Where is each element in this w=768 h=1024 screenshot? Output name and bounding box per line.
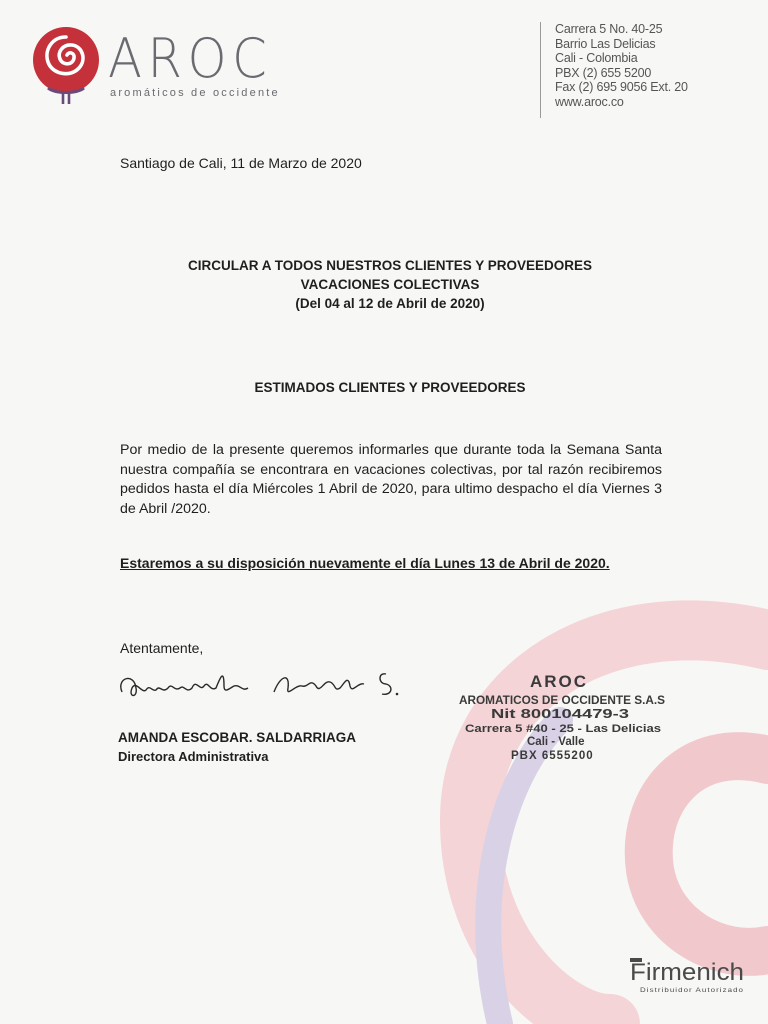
handwritten-signature [112, 658, 412, 710]
company-stamp [455, 672, 670, 764]
swirl-pink-inner [649, 756, 768, 952]
logo-tagline: aromáticos de occidente [110, 87, 280, 99]
company-logo [30, 24, 320, 104]
address-line: Barrio Las Delicias [555, 36, 656, 51]
rose-logo-icon [30, 24, 102, 104]
stamp-line: Nit 800104479-3 [491, 707, 630, 721]
company-address-block [540, 22, 755, 118]
signer-name: AMANDA ESCOBAR. SALDARRIAGA [118, 730, 356, 745]
headline-line: CIRCULAR A TODOS NUESTROS CLIENTES Y PROVEEDORES [187, 258, 593, 273]
signer-title: Directora Administrativa [118, 749, 269, 764]
logo-wordmark: AROC [108, 27, 273, 90]
circular-headline [120, 256, 660, 313]
firmenich-wordmark: Firmenich [630, 959, 744, 986]
letter-date: Santiago de Cali, 11 de Marzo de 2020 [120, 155, 362, 171]
stamp-line: Carrera 5 #40 - 25 - Las Delicias [465, 723, 661, 735]
firmenich-subtitle: Distribuidor Autorizado [640, 988, 744, 994]
letter-closing: Atentamente, [120, 640, 204, 656]
availability-notice: Estaremos a su disposición nuevamente el día Lunes 13 de Abril de 2020. [120, 555, 610, 571]
stamp-line: Cali - Valle [527, 736, 585, 748]
firmenich-logo [628, 952, 750, 998]
address-line: Fax (2) 695 9056 Ext. 20 [555, 80, 688, 94]
stamp-line: AROMATICOS DE OCCIDENTE S.A.S [459, 693, 665, 707]
letter-body: Por medio de la presente queremos informarles que durante toda la Semana Santa nuestra compañía se encontrara en vacaciones colectivas, por tal razón recibiremos pedidos hasta el día Miércoles 1 Abril de 2020, para ultimo despacho el día Viernes 3 de Abril /2020. [120, 442, 662, 517]
headline-line: VACACIONES COLECTIVAS [300, 277, 480, 292]
headline-line: (Del 04 al 12 de Abril de 2020) [295, 296, 485, 311]
address-line: Carrera 5 No. 40-25 [555, 22, 663, 36]
address-line: Cali - Colombia [555, 51, 638, 65]
website-link[interactable]: www.aroc.co [555, 94, 624, 109]
address-line: PBX (2) 655 5200 [555, 65, 652, 80]
stamp-line: PBX 6555200 [511, 750, 594, 762]
letter-greeting: ESTIMADOS CLIENTES Y PROVEEDORES [254, 380, 526, 395]
stamp-line: AROC [529, 672, 589, 691]
